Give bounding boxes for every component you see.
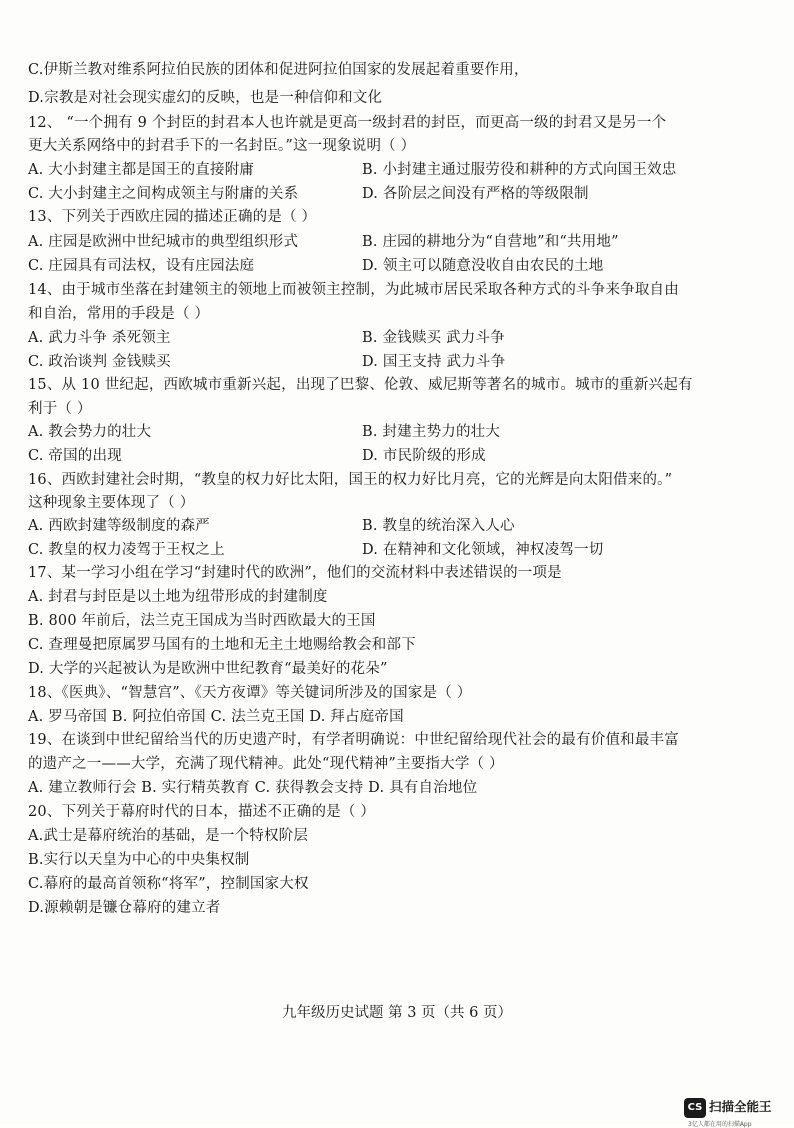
q20-option-c: C.幕府的最高首领称“将军”，控制国家大权 — [28, 876, 309, 892]
watermark-tagline: 3亿人都在用的扫描App — [688, 1121, 752, 1128]
q15-stem-line1: 15、从 10 世纪起，西欧城市重新兴起，出现了巴黎、伦敦、威尼斯等著名的城市。城市的重新兴起有 — [28, 377, 693, 393]
camscanner-logo-icon: CS — [684, 1098, 706, 1118]
q11-option-c: C.伊斯兰教对维系阿拉伯民族的团体和促进阿拉伯国家的发展起着重要作用， — [28, 62, 529, 78]
q18-options: A. 罗马帝国 B. 阿拉伯帝国 C. 法兰克王国 D. 拜占庭帝国 — [28, 709, 404, 725]
q15-stem-line2: 利于（ ） — [28, 401, 92, 417]
q15-option-b: B. 封建主势力的壮大 — [362, 424, 501, 440]
q16-stem-line1: 16、西欧封建社会时期，“教皇的权力好比太阳，国王的权力好比月亮，它的光辉是向太阳借来的。” — [28, 472, 673, 488]
q12-option-b: B. 小封建主通过服劳役和耕种的方式向国王效忠 — [362, 162, 677, 178]
q14-stem-line1: 14、由于城市坐落在封建领主的领地上而被领主控制，为此城市居民采取各种方式的斗争来争取自由 — [28, 282, 679, 298]
watermark-app-name: 扫描全能王 — [709, 1099, 772, 1114]
q13-option-d: D. 领主可以随意没收自由农民的土地 — [362, 258, 604, 274]
q19-stem-line1: 19、在谈到中世纪留给当代的历史遗产时，有学者明确说：中世纪留给现代社会的最有价值和最丰富 — [28, 732, 679, 748]
q20-option-b: B.实行以天皇为中心的中央集权制 — [28, 852, 250, 868]
q15-option-a: A. 教会势力的壮大 — [28, 424, 152, 440]
q18-stem: 18、《医典》、“智慧宫”、《天方夜谭》等关键词所涉及的国家是（ ） — [28, 685, 472, 701]
q20-option-a: A.武士是幕府统治的基础，是一个特权阶层 — [28, 828, 309, 844]
q12-stem-line2: 更大关系网络中的封君手下的一名封臣。”这一现象说明（ ） — [28, 138, 416, 154]
q16-option-c: C. 教皇的权力凌驾于王权之上 — [28, 542, 225, 558]
q19-options: A. 建立教师行会 B. 实行精英教育 C. 获得教会支持 D. 具有自治地位 — [28, 780, 478, 796]
q13-option-a: A. 庄园是欧洲中世纪城市的典型组织形式 — [28, 234, 299, 250]
q14-option-c: C. 政治谈判 金钱赎买 — [28, 354, 171, 370]
q20-stem: 20、下列关于幕府时代的日本，描述不正确的是（ ） — [28, 804, 376, 820]
q13-stem: 13、下列关于西欧庄园的描述正确的是（ ） — [28, 209, 317, 225]
q14-option-d: D. 国王支持 武力斗争 — [362, 354, 506, 370]
q12-stem-line1: 12、 “一个拥有 9 个封臣的封君本人也许就是更高一级封君的封臣，而更高一级的封君又是另一个 — [28, 115, 667, 131]
q20-option-d: D.源赖朝是镰仓幕府的建立者 — [28, 900, 221, 916]
q11-option-d: D.宗教是对社会现实虚幻的反映，也是一种信仰和文化 — [28, 90, 383, 106]
q16-option-a: A. 西欧封建等级制度的森严 — [28, 518, 210, 534]
q17-option-b: B. 800 年前后，法兰克王国成为当时西欧最大的王国 — [28, 613, 376, 629]
q13-option-b: B. 庄园的耕地分为“自营地”和“共用地” — [362, 234, 619, 250]
q16-stem-line2: 这种现象主要体现了（ ） — [28, 495, 195, 511]
q15-option-d: D. 市民阶级的形成 — [362, 448, 486, 464]
q15-option-c: C. 帝国的出现 — [28, 448, 122, 464]
q12-option-a: A. 大小封建主都是国王的直接附庸 — [28, 162, 255, 178]
q17-option-a: A. 封君与封臣是以土地为纽带形成的封建制度 — [28, 589, 328, 605]
q12-option-d: D. 各阶层之间没有严格的等级限制 — [362, 186, 589, 202]
q16-option-d: D. 在精神和文化领域，神权凌驾一切 — [362, 542, 604, 558]
page-footer: 九年级历史试题 第 3 页（共 6 页） — [282, 1005, 512, 1021]
q17-stem: 17、某一学习小组在学习“封建时代的欧洲”，他们的交流材料中表述错误的一项是 — [28, 565, 562, 581]
q17-option-d: D. 大学的兴起被认为是欧洲中世纪教育“最美好的花朵” — [28, 661, 388, 677]
q19-stem-line2: 的遗产之一——大学，充满了现代精神。此处“现代精神”主要指大学（ ） — [28, 756, 504, 772]
q12-option-c: C. 大小封建主之间构成领主与附庸的关系 — [28, 186, 299, 202]
q13-option-c: C. 庄园具有司法权，设有庄园法庭 — [28, 258, 255, 274]
q14-option-b: B. 金钱赎买 武力斗争 — [362, 330, 505, 346]
q17-option-c: C. 查理曼把原属罗马国有的土地和无主土地赐给教会和部下 — [28, 637, 416, 653]
q14-stem-line2: 和自治，常用的手段是（ ） — [28, 306, 210, 322]
q14-option-a: A. 武力斗争 杀死领主 — [28, 330, 171, 346]
q16-option-b: B. 教皇的统治深入人心 — [362, 518, 515, 534]
